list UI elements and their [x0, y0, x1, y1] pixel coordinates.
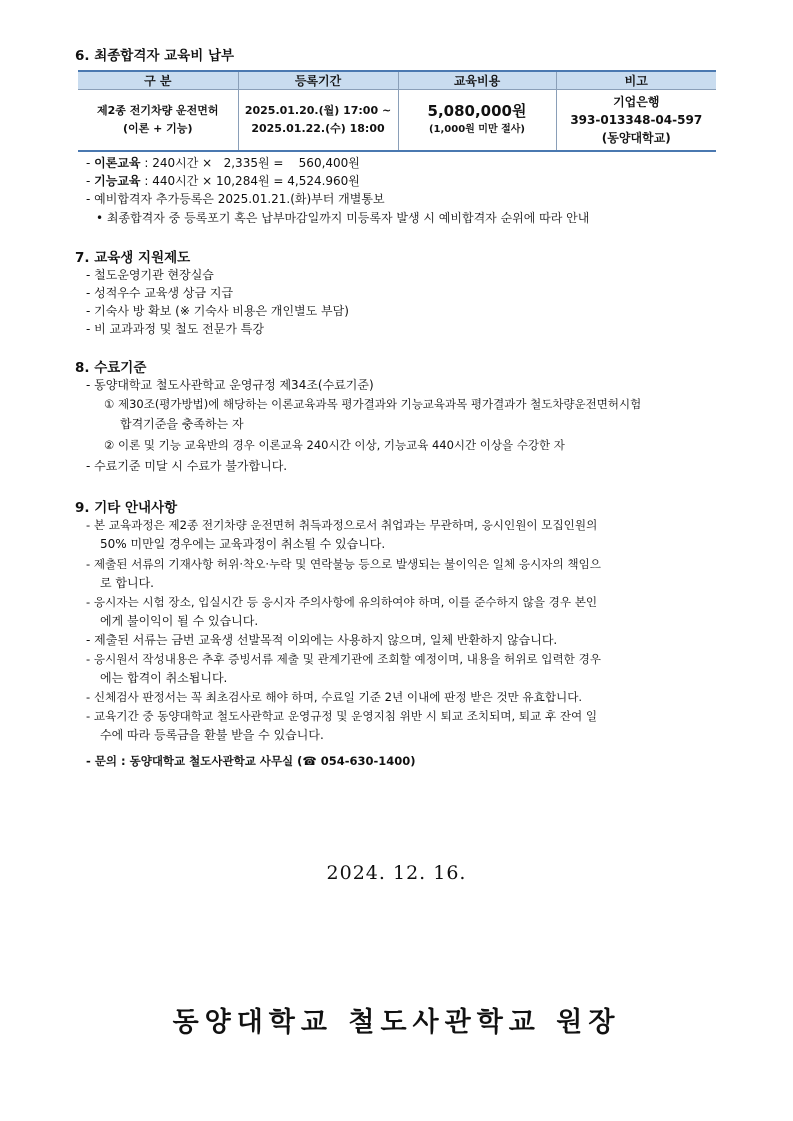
period-line-2: 2025.01.22.(수) 18:00 [251, 122, 385, 135]
header-cost: 교육비용 [398, 71, 556, 90]
tuition-table [78, 70, 716, 152]
note-text: : 440시간 × 10,284원 = 4,524.960원 [140, 174, 360, 188]
notice-line: 에는 합격이 취소됩니다. [100, 671, 228, 685]
period-line-1: 2025.01.20.(월) 17:00 ~ [244, 104, 392, 117]
notice-line: - 신체검사 판정서는 꼭 최초검사로 해야 하며, 수료일 기준 2년 이내에 판정 받은 것만 유효합니다. [86, 690, 583, 704]
section-8-title: 8. 수료기준 [75, 360, 147, 376]
cost-value: 5,080,000원 [427, 102, 527, 120]
note-practical [86, 173, 360, 189]
section-9-title: 9. 기타 안내사항 [75, 500, 178, 516]
notice-line: - 교육기간 중 동양대학교 철도사관학교 운영규정 및 운영지침 위반 시 퇴교 조치되며, 퇴교 후 잔여 일 [86, 709, 598, 723]
issuer-signature: 동양대학교 철도사관학교 원장 [172, 1007, 621, 1038]
section-7-title: 7. 교육생 지원제도 [75, 250, 191, 266]
note-bullet: • 최종합격자 중 등록포기 혹은 납부마감일까지 미등록자 발생 시 예비합격자 순위에 따라 안내 [96, 211, 590, 225]
completion-item-2: ② 이론 및 기능 교육반의 경우 이론교육 240시간 이상, 기능교육 440시간 이상을 수강한 자 [104, 438, 565, 452]
completion-intro: - 동양대학교 철도사관학교 운영규정 제34조(수료기준) [86, 378, 374, 392]
completion-closing: - 수료기준 미달 시 수료가 불가합니다. [86, 459, 288, 473]
notice-line: 에게 불이익이 될 수 있습니다. [100, 614, 259, 628]
notice-line: 로 합니다. [100, 576, 154, 590]
remark-account: 393-013348-04-597 [570, 113, 703, 127]
cell-cost [398, 90, 556, 152]
note-prefix: - [86, 192, 95, 206]
note-label: 기능교육 [94, 174, 141, 188]
contact-info: - 문의 : 동양대학교 철도사관학교 사무실 (☎ 054-630-1400) [86, 754, 416, 768]
note-text: 예비합격자 추가등록은 2025.01.21.(화)부터 개별통보 [94, 192, 385, 206]
completion-item-1: ① 제30조(평가방법)에 해당하는 이론교육과목 평가결과와 기능교육과목 평가결과가 철도차량운전면허시험 [104, 397, 642, 411]
notice-line: 수에 따라 등록금을 환불 받을 수 있습니다. [100, 728, 324, 742]
notice-line: - 본 교육과정은 제2종 전기차량 운전면허 취득과정으로서 취업과는 무관하며, 응시인원이 모집인원의 [86, 518, 598, 532]
header-period: 등록기간 [238, 71, 398, 90]
header-remark: 비고 [556, 71, 716, 90]
notice-line: - 응시원서 작성내용은 추후 증빙서류 제출 및 관계기관에 조회할 예정이며, 내용을 허위로 입력한 경우 [86, 652, 601, 666]
remark-holder: (동양대학교) [601, 131, 671, 145]
notice-line: - 응시자는 시험 장소, 입실시간 등 응시자 주의사항에 유의하여야 하며, 이를 준수하지 않을 경우 본인 [86, 595, 598, 609]
note-reserve [86, 191, 385, 207]
section-6-title: 6. 최종합격자 교육비 납부 [75, 48, 235, 64]
cell-category [78, 90, 238, 152]
document-date: 2024. 12. 16. [326, 862, 467, 884]
note-theory [86, 155, 360, 171]
list-item: - 기숙사 방 확보 (※ 기숙사 비용은 개인별도 부담) [86, 304, 349, 318]
table-row [78, 90, 716, 152]
list-item: - 성적우수 교육생 상금 지급 [86, 286, 234, 300]
header-category: 구 분 [78, 71, 238, 90]
notice-line: 50% 미만일 경우에는 교육과정이 취소될 수 있습니다. [100, 537, 386, 551]
note-text: : 240시간 × 2,335원 = 560,400원 [140, 156, 360, 170]
cost-note: (1,000원 미만 절사) [428, 124, 526, 135]
list-item: - 철도운영기관 현장실습 [86, 268, 214, 282]
list-item: - 비 교과과정 및 철도 전문가 특강 [86, 322, 264, 336]
table-header-row [78, 71, 716, 90]
category-line-1: 제2종 전기차량 운전면허 [96, 104, 219, 117]
cell-period [238, 90, 398, 152]
notice-line: - 제출된 서류는 금번 교육생 선발목적 이외에는 사용하지 않으며, 일체 반환하지 않습니다. [86, 633, 558, 647]
category-line-2: (이론 + 기능) [123, 122, 193, 135]
remark-bank: 기업은행 [613, 95, 660, 109]
cell-remark [556, 90, 716, 152]
note-prefix: - [86, 156, 95, 170]
completion-item-1-cont: 합격기준을 충족하는 자 [120, 417, 244, 431]
note-prefix: - [86, 174, 95, 188]
notice-line: - 제출된 서류의 기재사항 허위·착오·누락 및 연락불능 등으로 발생되는 불이익은 일체 응시자의 책임으 [86, 557, 601, 571]
note-label: 이론교육 [94, 156, 141, 170]
